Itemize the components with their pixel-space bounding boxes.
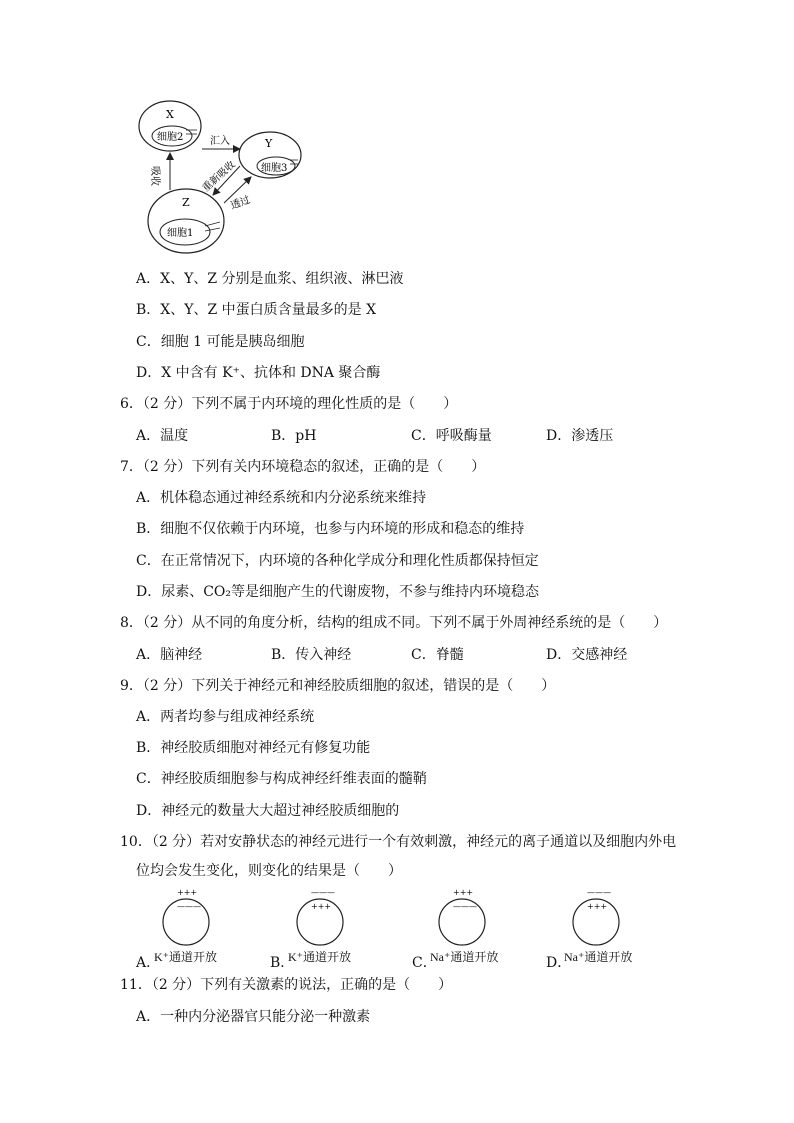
y-label: Y [265,137,273,150]
q11-option-a: A．一种内分泌器官只能分泌一种激素 [136,1009,371,1025]
q7-option-b: B．细胞不仅依赖于内环境，也参与内环境的形成和稳态的维持 [136,521,525,537]
q10-letter-d: D． [546,955,572,971]
inner-charge: +++ [587,902,608,911]
q9-option-b: B．神经胶质细胞对神经元有修复功能 [136,740,371,756]
q5-option-d: D．X 中含有 K⁺、抗体和 DNA 聚合酶 [136,365,381,381]
x-label: X [166,108,174,121]
q9-stem: 9．（2 分）下列关于神经元和神经胶质细胞的叙述，错误的是（ ） [120,678,556,694]
q6-option-d: D．渗透压 [546,428,614,444]
q8-options [136,646,696,664]
inner-charge: ——— [453,902,477,911]
outer-charge: +++ [453,888,474,897]
q5-option-b: B．X、Y、Z 中蛋白质含量最多的是 X [136,302,377,318]
arrow-left-label: 吸收 [149,166,160,186]
q8-option-d: D．交感神经 [546,647,628,663]
arrow-bottom-label: 透过 [229,194,252,212]
q5-option-c: C．细胞 1 可能是胰岛细胞 [136,334,305,350]
cell3-label: 细胞3 [261,163,288,174]
q6-option-c: C．呼吸酶量 [411,428,492,444]
q7-option-c: C．在正常情况下，内环境的各种化学成分和理化性质都保持恒定 [136,553,539,569]
q8-option-a: A．脑神经 [136,647,203,663]
z-label: Z [182,196,190,209]
q8-option-c: C．脊髓 [411,647,464,663]
q10-letter-b: B． [270,955,295,971]
q9-option-a: A．两者均参与组成神经系统 [136,709,315,725]
cell2-label: 细胞2 [157,132,184,143]
cell1-label: 细胞1 [167,228,194,239]
q10-letter-c: C． [412,955,437,971]
q10-label-d: Na⁺通道开放 [564,950,633,964]
body-fluid-diagram [134,98,314,258]
q11-stem: 11．（2 分）下列有关激素的说法，正确的是（ ） [120,977,453,993]
q9-option-d: D．神经元的数量大大超过神经胶质细胞的 [136,803,400,819]
arrow-mid-label: 重新吸收 [200,159,238,195]
q7-stem: 7．（2 分）下列有关内环境稳态的叙述，正确的是（ ） [120,459,486,475]
outer-charge: ——— [311,888,335,897]
q5-option-a: A．X、Y、Z 分别是血浆、组织液、淋巴液 [136,271,404,287]
outer-charge: ——— [587,888,611,897]
q10-label-a: K⁺通道开放 [154,950,218,964]
inner-charge: +++ [311,902,332,911]
inner-charge: ——— [177,902,201,911]
q9-option-c: C．神经胶质细胞参与构成神经纤维表面的髓鞘 [136,771,427,787]
q7-option-a: A．机体稳态通过神经系统和内分泌系统来维持 [136,490,427,506]
q10-stem-line1: 10．（2 分）若对安静状态的神经元进行一个有效刺激，神经元的离子通道以及细胞内外电 [120,834,677,850]
q8-stem: 8．（2 分）从不同的角度分析，结构的组成不同。下列不属于外周神经系统的是（ ） [120,615,668,631]
q6-stem: 6．（2 分）下列不属于内环境的理化性质的是（ ） [120,396,458,412]
q6-options [136,427,696,445]
q7-option-d: D．尿素、CO₂等是细胞产生的代谢废物，不参与维持内环境稳态 [136,584,540,600]
q6-option-b: B．pH [271,428,317,444]
q8-option-b: B．传入神经 [271,647,352,663]
outer-charge: +++ [177,888,198,897]
arrow-top-label: 汇入 [210,136,230,147]
q10-letter-a: A． [136,955,161,971]
q6-option-a: A．温度 [136,428,189,444]
q10-label-b: K⁺通道开放 [288,950,352,964]
q10-stem-line2: 位均会发生变化，则变化的结果是（ ） [136,863,402,879]
q10-label-c: Na⁺通道开放 [430,950,499,964]
